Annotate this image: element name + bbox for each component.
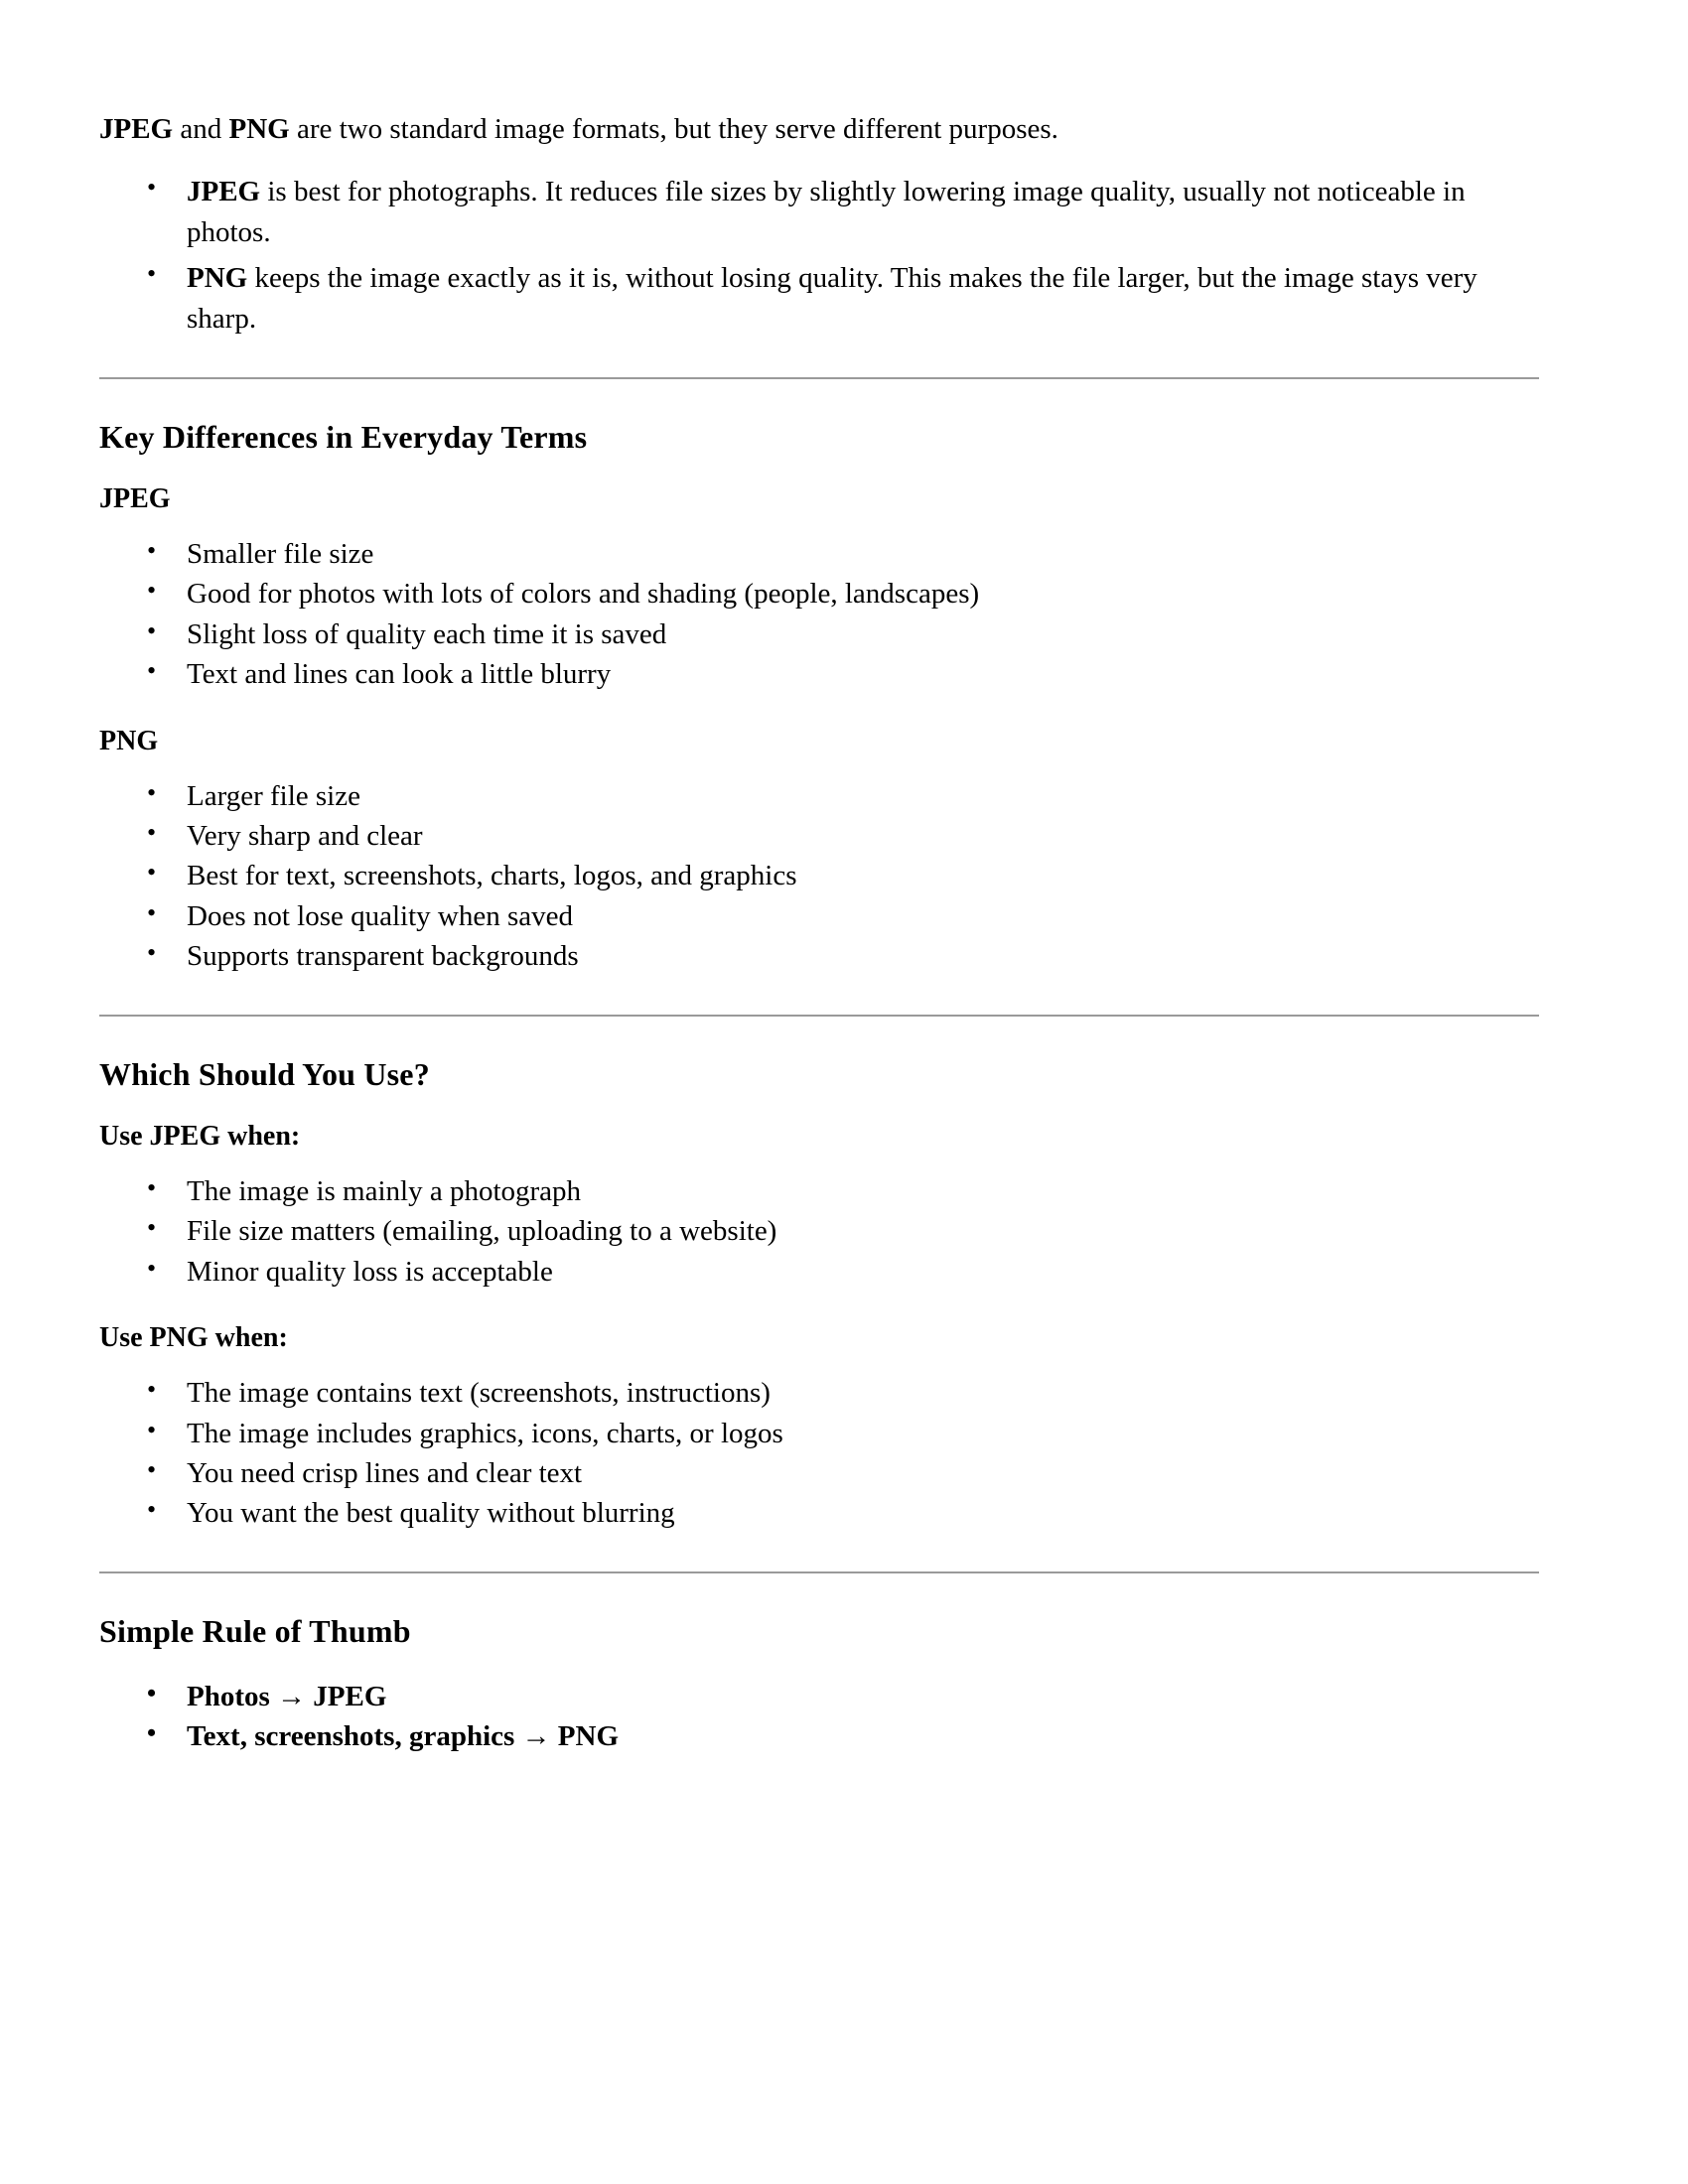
list-item: • Supports transparent backgrounds <box>187 937 1539 976</box>
list-item: • Slight loss of quality each time it is saved <box>187 615 1539 654</box>
use-png-bullet-list <box>99 1374 1539 1534</box>
subheading-use-png-when: Use PNG when: <box>99 1322 288 1354</box>
intro-conjunction: and <box>173 113 229 145</box>
intro-paragraph <box>99 109 1539 150</box>
list-item: • Smaller file size <box>187 535 1539 574</box>
section-divider <box>99 1571 1539 1573</box>
list-item: • Best for text, screenshots, charts, logos, and graphics <box>187 857 1539 895</box>
list-item: • Text and lines can look a little blurry <box>187 655 1539 694</box>
png-bullet-list <box>99 777 1539 977</box>
intro-term-png: PNG <box>228 113 290 145</box>
list-item: • Good for photos with lots of colors and shading (people, landscapes) <box>187 575 1539 614</box>
spacer <box>99 696 1539 726</box>
spacer <box>99 1293 1539 1322</box>
subheading-jpeg: JPEG <box>99 482 171 514</box>
section-divider <box>99 377 1539 379</box>
intro-rest: are two standard image formats, but they serve different purposes. <box>289 113 1058 145</box>
list-item <box>187 172 1539 253</box>
subheading-use-jpeg-when: Use JPEG when: <box>99 1120 301 1152</box>
jpeg-bullet-list <box>99 535 1539 695</box>
list-item: • Text, screenshots, graphics → PNG <box>187 1717 1539 1756</box>
list-item-text: is best for photographs. It reduces file sizes by slightly lowering image quality, usually not noticeable in photos. <box>187 176 1466 249</box>
section-heading-key-differences: Key Differences in Everyday Terms <box>99 418 588 455</box>
list-item: • The image is mainly a photograph <box>187 1172 1539 1211</box>
section-heading-which-should-you-use: Which Should You Use? <box>99 1055 430 1092</box>
list-item: • File size matters (emailing, uploading to a website) <box>187 1212 1539 1251</box>
list-item: • The image includes graphics, icons, charts, or logos <box>187 1415 1539 1453</box>
use-jpeg-bullet-list <box>99 1172 1539 1292</box>
section-heading-simple-rule-of-thumb: Simple Rule of Thumb <box>99 1612 411 1649</box>
intro-term-jpeg: JPEG <box>99 113 174 145</box>
list-item: • You want the best quality without blurring <box>187 1494 1539 1533</box>
subheading-png: PNG <box>99 725 159 756</box>
section-divider <box>99 1015 1539 1017</box>
list-item: • Very sharp and clear <box>187 817 1539 856</box>
list-item-term: PNG <box>187 261 248 294</box>
list-item: • You need crisp lines and clear text <box>187 1454 1539 1493</box>
list-item-term: JPEG <box>187 176 261 208</box>
list-item: • Larger file size <box>187 777 1539 816</box>
list-item: • Photos → JPEG <box>187 1678 1539 1716</box>
list-item-text: keeps the image exactly as it is, without losing quality. This makes the file larger, but the image stays very sharp. <box>187 261 1477 335</box>
list-item: • The image contains text (screenshots, instructions) <box>187 1374 1539 1413</box>
list-item: • Does not lose quality when saved <box>187 897 1539 936</box>
list-item: • Minor quality loss is acceptable <box>187 1253 1539 1292</box>
rule-of-thumb-bullet-list <box>99 1678 1539 1757</box>
list-item <box>187 258 1539 340</box>
intro-bullet-list <box>99 172 1539 340</box>
